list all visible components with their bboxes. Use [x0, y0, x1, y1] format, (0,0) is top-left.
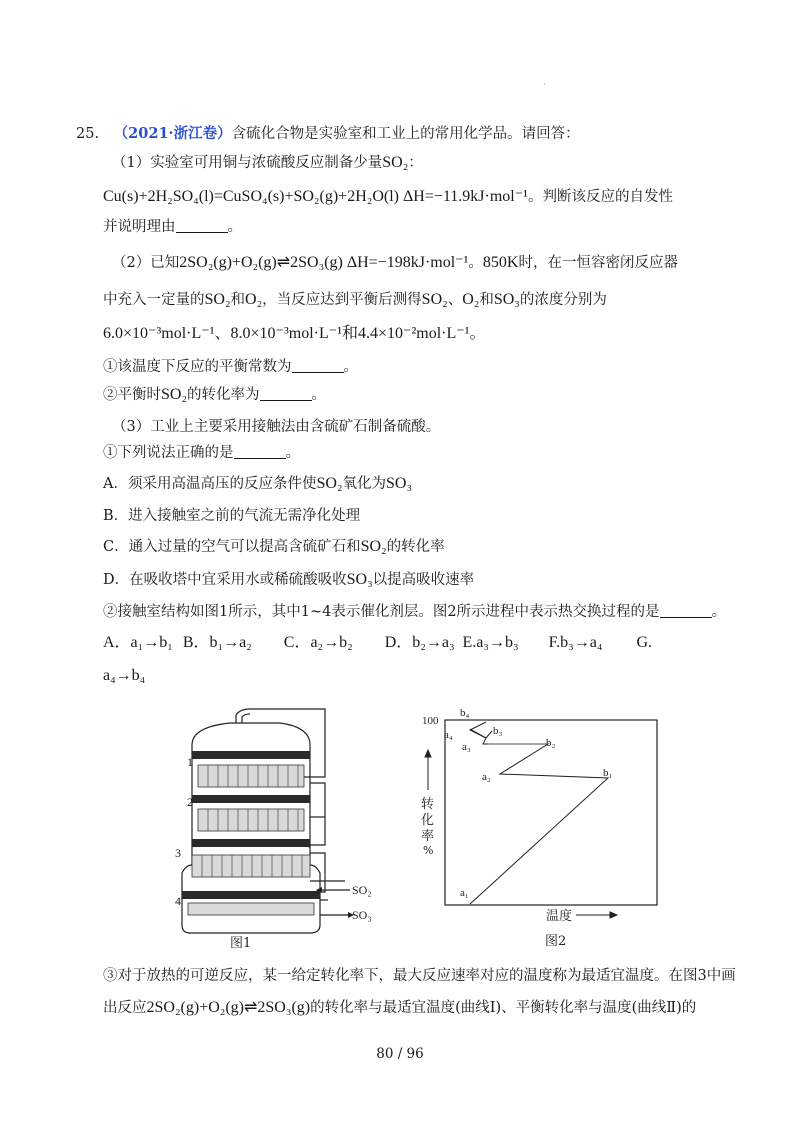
option-c	[103, 537, 445, 557]
period: 。	[468, 255, 483, 271]
part2-equation: 2SO₂(g)+O₂(g)⇌2SO₃(g) ΔH=−198kJ·mol⁻¹	[179, 254, 469, 271]
period: 。	[285, 445, 300, 461]
text: 和	[230, 292, 246, 308]
point-a1: a₁	[460, 887, 469, 899]
so3-formula: SO₃	[493, 291, 520, 308]
text: ②平衡时	[103, 387, 161, 403]
text: D．在吸收塔中宜采用水或稀硫酸吸收	[103, 572, 347, 588]
text: ①下列说法正确的是	[103, 445, 234, 461]
text: ②接触室结构如图1所示，其中1~4表示催化剂层。图2所示进程中表示热交换过程的是	[103, 604, 660, 620]
option-d	[103, 570, 474, 590]
part2-label: （2）已知	[112, 255, 180, 271]
part1-reason: 并说明理由	[103, 219, 176, 235]
text: C．通入过量的空气可以提高含硫矿石和	[103, 539, 361, 555]
choice-g: G.	[636, 634, 652, 651]
text: 的浓度分别为	[519, 292, 607, 308]
choice-d: D．b₂→a₃	[384, 634, 455, 651]
point-b4: b₄	[460, 707, 470, 719]
so2-formula: SO₂	[316, 475, 343, 492]
layer-label-4: 4	[175, 894, 181, 908]
inlet-label: SO₂	[352, 883, 372, 897]
q3-1-line	[103, 443, 300, 463]
text: A．须采用高温高压的反应条件使	[103, 476, 317, 492]
q3-3-equation: 2SO₂(g)+O₂(g)⇌2SO₃(g)	[146, 999, 311, 1016]
q2-1-line	[103, 357, 358, 377]
figure1-caption: 图1	[230, 936, 252, 951]
q3-2-line	[103, 602, 726, 622]
text: 以提高吸收速率	[372, 572, 475, 588]
choice-f: F.b₃→a₄	[548, 634, 603, 651]
answer-blank[interactable]	[660, 603, 712, 618]
question-header	[76, 124, 580, 144]
text: 的转化率与最适宜温度(曲线Ⅰ)、平衡转化率与温度(曲线Ⅱ)的	[310, 1000, 697, 1016]
figure2-conversion-temperature	[400, 700, 670, 950]
layer-label-3: 3	[175, 846, 181, 860]
figure2-caption: 图2	[545, 934, 567, 949]
so2-formula: SO₂	[360, 538, 387, 555]
text: 出反应	[103, 1000, 147, 1016]
choice-g-value: a₄→b₄	[103, 667, 146, 684]
x-axis-label: 温度	[546, 909, 573, 924]
so3-formula: SO₃	[386, 475, 413, 492]
point-b2: b₂	[546, 737, 556, 749]
part2-tail: 时，在一恒容密闭反应器	[518, 255, 678, 271]
colon: ：	[408, 155, 423, 171]
so2-formula: SO₂	[382, 154, 409, 171]
question-number: 25.	[76, 126, 100, 142]
question-source: （2021·浙江卷）	[113, 125, 232, 142]
part1-equation: Cu(s)+2H₂SO₄(l)=CuSO₄(s)+SO₂(g)+2H₂O(l) ΔH=−11.9kJ·mol⁻¹	[103, 188, 528, 205]
q3-3-line2	[103, 998, 696, 1018]
period: 。	[343, 359, 358, 375]
outlet-label: SO₃	[352, 908, 372, 922]
part2-line	[112, 253, 678, 273]
text: 中充入一定量的	[103, 292, 205, 308]
choice-e: E.a₃→b₃	[462, 634, 519, 651]
text: 氧化为	[342, 476, 387, 492]
answer-blank[interactable]	[260, 386, 312, 401]
y-label-3: 率	[421, 829, 435, 844]
part1-label: （1）实验室可用铜与浓硫酸反应制备少量	[112, 155, 383, 171]
choice-a: A．a₁→b₁	[103, 634, 173, 651]
q3-3-line1: ③对于放热的可逆反应，某一给定转化率下，最大反应速率对应的温度称为最适宜温度。在图3中画	[103, 968, 736, 984]
figure1-contact-chamber	[150, 705, 380, 955]
part1-tail: 。判断该反应的自发性	[527, 189, 673, 205]
q2-2-line	[103, 385, 326, 405]
part2-line2	[103, 290, 607, 310]
part1-label-line	[112, 153, 423, 173]
option-a	[103, 474, 412, 494]
part1-reason-line	[103, 217, 242, 237]
part2-temperature: 850K	[482, 254, 519, 271]
text: ，当反应达到平衡后测得	[262, 292, 422, 308]
text: 的转化率为	[187, 387, 260, 403]
answer-blank[interactable]	[176, 218, 228, 233]
so2-formula: SO₂	[421, 291, 448, 308]
text: 的转化率	[386, 539, 445, 555]
answer-blank[interactable]	[234, 444, 286, 459]
period: 。	[711, 604, 727, 620]
so2-formula: SO₂	[204, 291, 231, 308]
o2-formula: O₂	[245, 291, 263, 308]
point-b1: b₁	[603, 767, 613, 779]
o2-formula: O₂	[462, 291, 480, 308]
point-a2: a₂	[482, 771, 491, 783]
choice-b: B．b₁→a₂	[182, 634, 252, 651]
y-label-2: 化	[421, 813, 435, 828]
answer-blank[interactable]	[292, 358, 344, 373]
period: 。	[227, 219, 242, 235]
so3-formula: SO₃	[346, 571, 373, 588]
point-a3: a₃	[462, 741, 471, 753]
choice-row	[103, 633, 652, 653]
layer-label-1: 1	[187, 755, 193, 769]
period: 。	[311, 387, 327, 403]
point-b3: b₃	[493, 725, 503, 737]
part3-label: （3）工业上主要采用接触法由含硫矿石制备硫酸。	[112, 419, 441, 435]
option-b: B．进入接触室之前的气流无需净化处理	[103, 508, 361, 524]
page-number: 80 / 96	[376, 1046, 424, 1062]
part2-concentrations: 6.0×10⁻³mol·L⁻¹、8.0×10⁻³mol·L⁻¹和4.4×10⁻²mol·L⁻¹。	[103, 325, 486, 342]
text: 、	[447, 292, 463, 308]
y-label-1: 转	[421, 797, 435, 812]
question-intro: 含硫化合物是实验室和工业上的常用化学品。请回答：	[231, 126, 580, 142]
choice-c: C．a₂→b₂	[283, 634, 353, 651]
y-label-4: %	[423, 844, 434, 857]
part1-equation-line	[103, 187, 673, 207]
header-dot: ·	[543, 80, 546, 90]
so2-formula: SO₂	[161, 386, 188, 403]
q2-1-text: ①该温度下反应的平衡常数为	[103, 359, 292, 375]
point-a4: a₄	[444, 729, 453, 741]
text: 和	[479, 292, 494, 308]
layer-label-2: 2	[187, 795, 193, 809]
y-axis-100: 100	[422, 715, 439, 727]
